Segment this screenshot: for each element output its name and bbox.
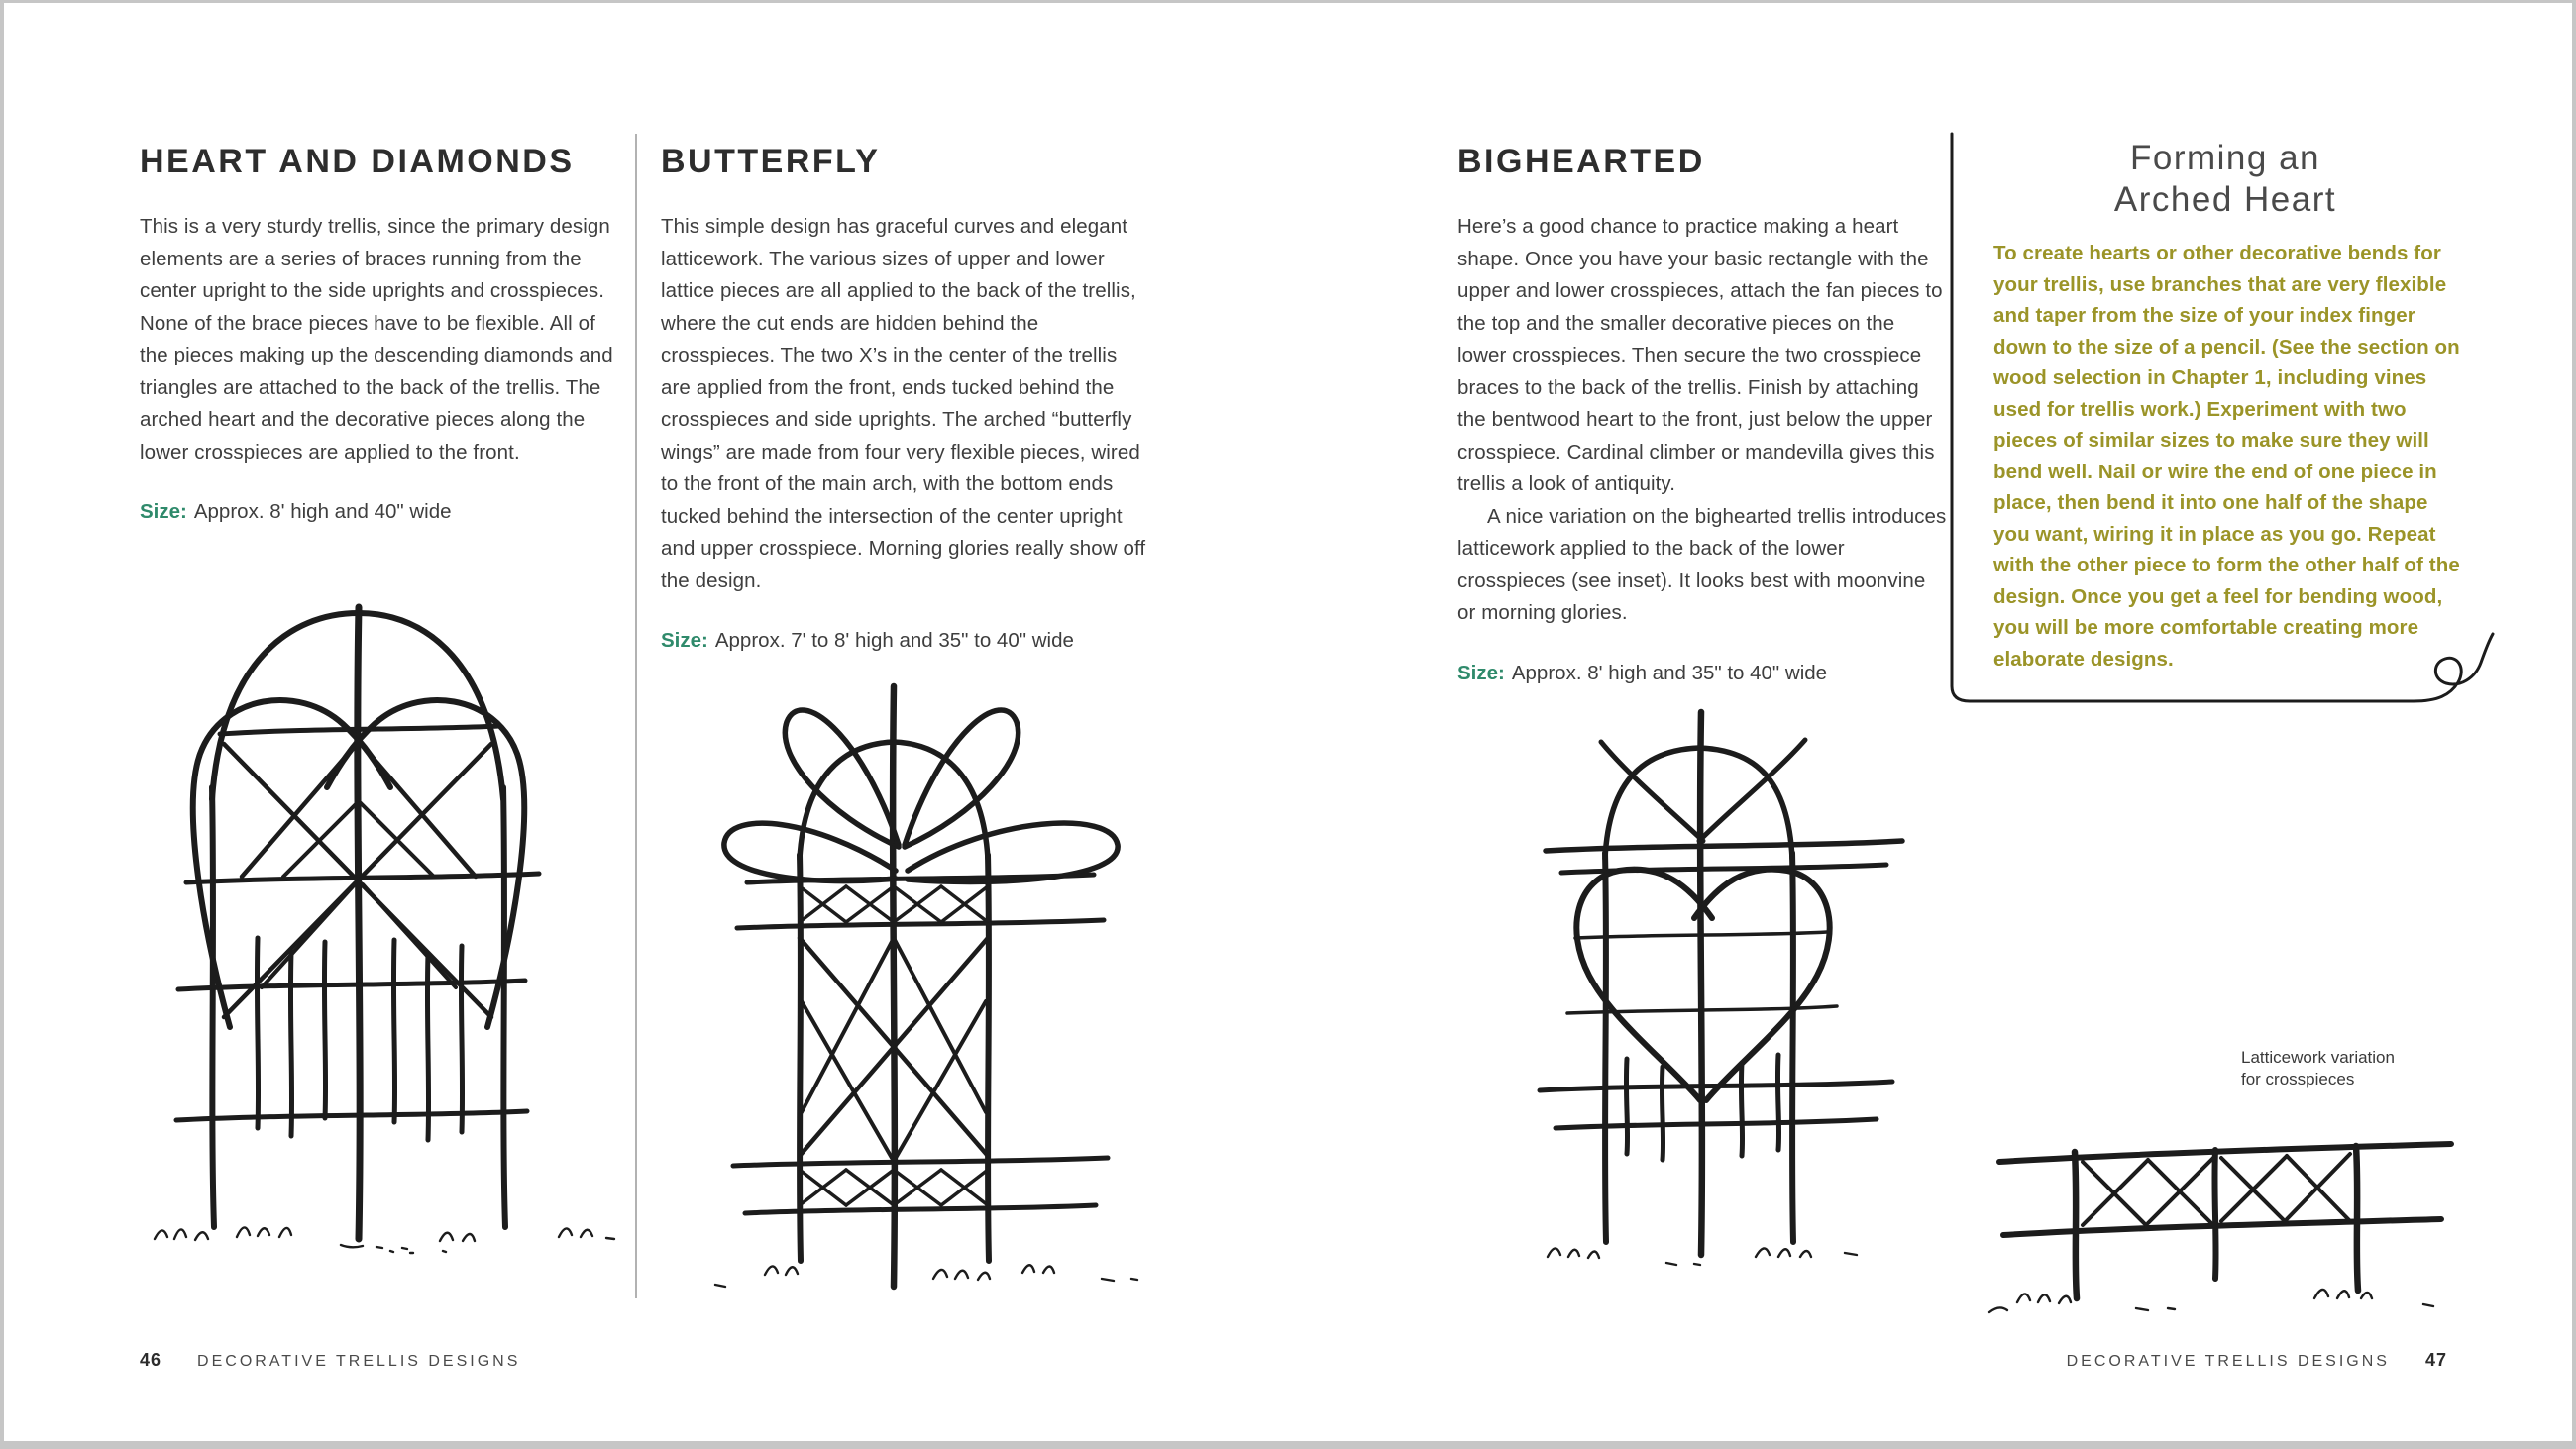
size-line bbox=[140, 500, 627, 524]
sidebar-body: To create hearts or other decorative bends for your trellis, use branches that are very flexible and taper from the size of your index finger down to the size of a pencil. (See the section on wood selection in Chapter 1, including vines used for trellis work.) Experiment with two pieces of similar sizes to make sure they will bend well. Nail or wire the end of one piece in place, then bend it into one half of the shape you want, wiring it in place as you go. Repeat with the other piece to form the other half of the design. Once you get a feel for bending wood, you will be more comfortable creating more elaborate designs. bbox=[1993, 242, 2460, 671]
sidebar-forming-arched-heart bbox=[1950, 132, 2501, 726]
butterfly-trellis-illustration bbox=[696, 674, 1146, 1308]
sidebar-title-line2: Arched Heart bbox=[2113, 180, 2337, 219]
running-book-title: DECORATIVE TRELLIS DESIGNS bbox=[2066, 1353, 2390, 1370]
size-value: Approx. 7' to 8' high and 35" to 40" wide bbox=[714, 629, 1074, 652]
inset-caption-line1: Latticework variation bbox=[2241, 1048, 2395, 1067]
footer-left bbox=[140, 1350, 520, 1371]
section-heading: HEART AND DIAMONDS bbox=[140, 143, 575, 180]
paragraph: Here’s a good chance to practice making a heart shape. Once you have your basic rectangle with the upper and lower crosspieces, attach the fan pieces to the top and the smaller decorative pieces on the lower crosspieces. Then secure the two crosspiece braces to the back of the trellis. Finish by attaching the bentwood heart to the front, just below the upper crosspiece. Cardinal climber or mandevilla gives this trellis a look of antiquity. bbox=[1457, 215, 1943, 495]
section-body bbox=[661, 211, 1148, 597]
size-line bbox=[661, 629, 1148, 653]
size-label: Size: bbox=[1457, 661, 1505, 684]
page-surface bbox=[4, 3, 2572, 1441]
inset-caption-line2: for crosspieces bbox=[2241, 1070, 2355, 1088]
heart-and-diamonds-trellis-illustration bbox=[143, 593, 618, 1301]
page-number: 47 bbox=[2424, 1350, 2447, 1370]
running-book-title: DECORATIVE TRELLIS DESIGNS bbox=[197, 1353, 521, 1370]
size-label: Size: bbox=[140, 500, 187, 523]
paragraph: A nice variation on the bighearted trellis introduces latticework applied to the back of the lower crosspieces (see inset). It looks best with moonvine or morning glories. bbox=[1457, 504, 1947, 624]
section-butterfly bbox=[661, 142, 1148, 653]
section-heart-and-diamonds bbox=[140, 142, 627, 524]
bighearted-trellis-illustration bbox=[1518, 702, 1954, 1311]
section-heading: BUTTERFLY bbox=[661, 143, 881, 180]
footer-right bbox=[1946, 1350, 2447, 1371]
section-body bbox=[140, 211, 627, 468]
size-value: Approx. 8' high and 40" wide bbox=[193, 500, 452, 523]
latticework-variation-inset-illustration bbox=[1987, 1108, 2463, 1321]
page-number: 46 bbox=[140, 1350, 162, 1370]
paragraph: This simple design has graceful curves and elegant latticework. The various sizes of upper and lower lattice pieces are all applied to the back of the trellis, where the cut ends are hidden behind the crosspieces. The two X’s in the center of the trellis are applied from the front, ends tucked behind the crosspieces and side uprights. The arched “butterfly wings” are made from four very flexible pieces, wired to the front of the main arch, with the bottom ends tucked behind the intersection of the center upright and upper crosspiece. Morning glories really show off the design. bbox=[661, 215, 1146, 592]
column-divider bbox=[635, 134, 637, 1298]
inset-caption bbox=[2241, 1047, 2395, 1090]
section-heading: BIGHEARTED bbox=[1457, 143, 1705, 180]
size-label: Size: bbox=[661, 629, 708, 652]
section-body bbox=[1457, 211, 1949, 630]
sidebar-title-line1: Forming an bbox=[2129, 139, 2321, 177]
sidebar-title bbox=[1950, 132, 2501, 221]
paragraph: This is a very sturdy trellis, since the primary design elements are a series of braces running from the center upright to the side uprights and crosspieces. None of the brace pieces have to be flexible. All of the pieces making up the descending diamonds and triangles are attached to the back of the trellis. The arched heart and the decorative pieces along the lower crosspieces are applied to the front. bbox=[140, 215, 613, 464]
size-line bbox=[1457, 662, 1949, 685]
section-bighearted bbox=[1457, 142, 1949, 685]
size-value: Approx. 8' high and 35" to 40" wide bbox=[1511, 661, 1828, 684]
